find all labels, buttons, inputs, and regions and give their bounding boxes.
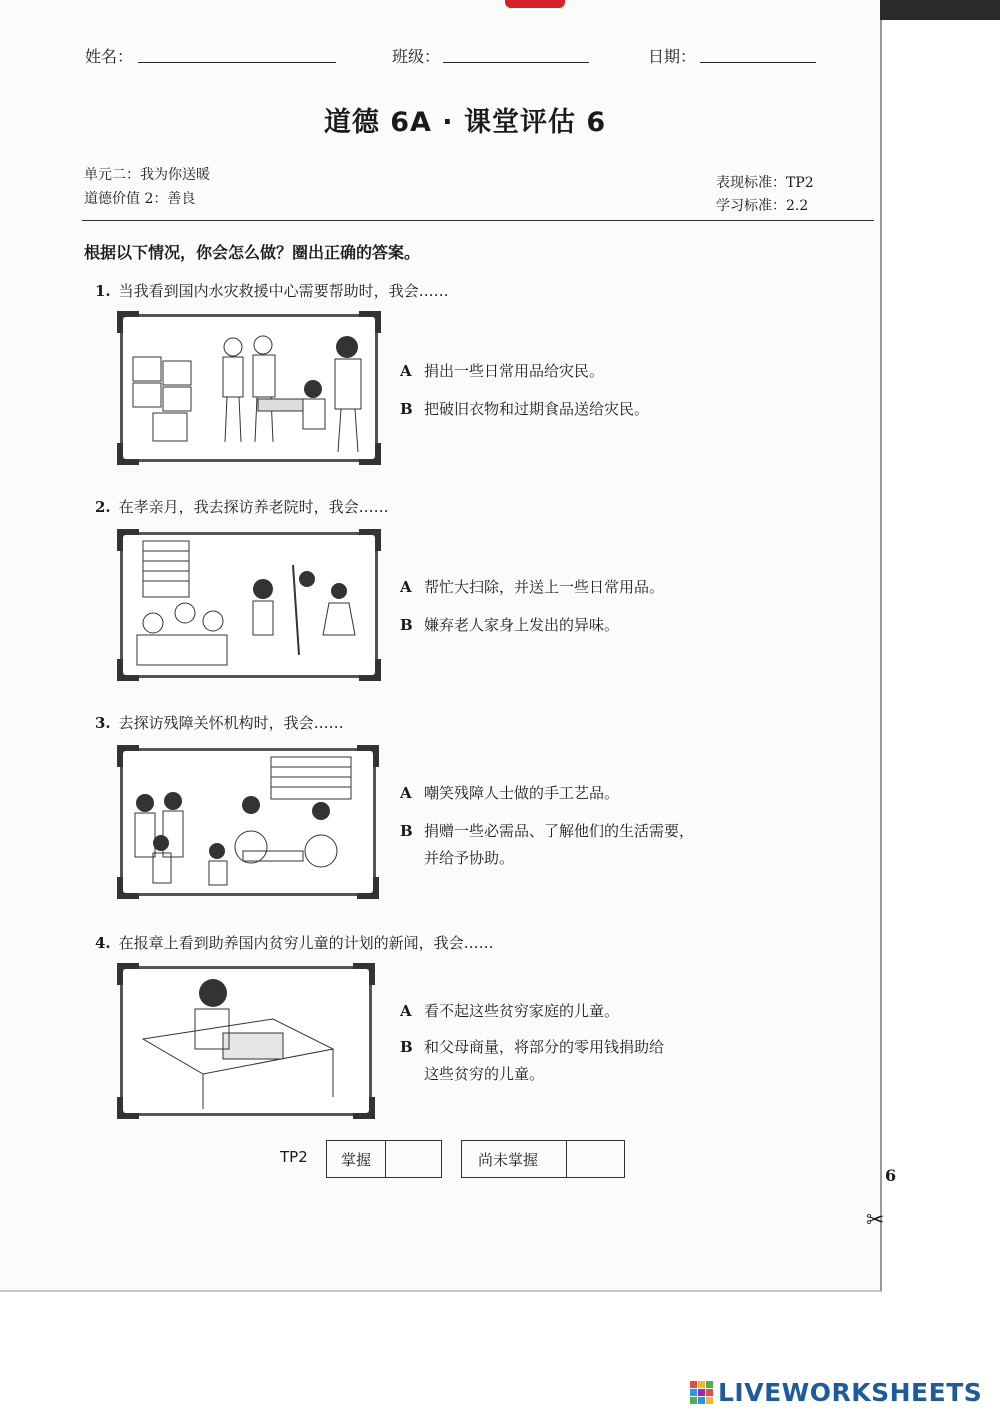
option-text: 和父母商量，将部分的零用钱捐助给	[424, 1038, 665, 1056]
red-tab	[505, 0, 565, 8]
question-text: 在报章上看到助养国内贫穷儿童的计划的新闻，我会……	[118, 934, 494, 952]
mastered-box[interactable]	[326, 1140, 442, 1178]
question-number: 2.	[95, 498, 111, 516]
unit-label: 单元二：我为你送暖	[84, 167, 210, 183]
liveworksheets-watermark: LIVEWORKSHEETS	[718, 1378, 983, 1407]
page-number: 6	[885, 1166, 897, 1185]
question-number: 3.	[95, 714, 111, 732]
old-folks-home-illustration	[120, 532, 378, 678]
question-2	[95, 496, 389, 517]
option-4a[interactable]: A 看不起这些贫穷家庭的儿童。	[400, 1002, 620, 1020]
scissor-icon: ✂	[866, 1208, 885, 1233]
date-field[interactable]	[700, 62, 816, 63]
option-1b[interactable]: B 把破旧衣物和过期食品送给灾民。	[400, 400, 650, 418]
option-text: 捐出一些日常用品给灾民。	[424, 362, 605, 380]
option-text: 看不起这些贫穷家庭的儿童。	[424, 1002, 620, 1020]
name-field[interactable]	[138, 62, 336, 63]
class-label: 班级：	[392, 47, 441, 66]
question-number: 4.	[95, 934, 111, 952]
flood-relief-illustration	[120, 314, 378, 462]
learning-standard: 学习标准：2.2	[716, 198, 809, 214]
option-text: 并给予协助。	[424, 849, 515, 867]
question-3	[95, 712, 344, 733]
question-text: 当我看到国内水灾救援中心需要帮助时，我会……	[118, 282, 449, 300]
page-title: 道德 6A · 课堂评估 6	[323, 107, 607, 138]
divider	[82, 220, 874, 221]
option-4b[interactable]: B 和父母商量，将部分的零用钱捐助给 这些贫穷的儿童。	[400, 1038, 665, 1083]
name-label: 姓名：	[85, 47, 134, 66]
question-1	[95, 280, 449, 301]
question-text: 在孝亲月，我去探访养老院时，我会……	[118, 498, 389, 516]
option-3a[interactable]: A 嘲笑残障人士做的手工艺品。	[400, 784, 620, 802]
performance-standard: 表现标准：TP2	[716, 175, 814, 191]
newspaper-reading-illustration	[120, 966, 372, 1116]
moral-value-label: 道德价值 2：善良	[84, 191, 196, 207]
question-4	[95, 932, 494, 953]
option-text: 帮忙大扫除，并送上一些日常用品。	[424, 578, 665, 596]
tp-label: TP2	[280, 1148, 308, 1166]
option-2b[interactable]: B 嫌弃老人家身上发出的异味。	[400, 616, 620, 634]
disability-centre-illustration	[120, 748, 376, 896]
option-text: 捐赠一些必需品、了解他们的生活需要，	[424, 822, 695, 840]
liveworksheets-logo-icon	[690, 1381, 714, 1405]
class-field[interactable]	[443, 62, 589, 63]
date-label: 日期：	[648, 47, 697, 66]
mastered-label: 掌握	[341, 1151, 372, 1169]
not-mastered-box[interactable]	[461, 1140, 625, 1178]
option-3b[interactable]: B 捐赠一些必需品、了解他们的生活需要， 并给予协助。	[400, 822, 695, 867]
option-2a[interactable]: A 帮忙大扫除，并送上一些日常用品。	[400, 578, 665, 596]
option-text: 嘲笑残障人士做的手工艺品。	[424, 784, 620, 802]
option-1a[interactable]: A 捐出一些日常用品给灾民。	[400, 362, 605, 380]
question-text: 去探访残障关怀机构时，我会……	[118, 714, 344, 732]
question-number: 1.	[95, 282, 111, 300]
option-text: 这些贫穷的儿童。	[424, 1065, 545, 1083]
instruction: 根据以下情况，你会怎么做？圈出正确的答案。	[84, 243, 421, 262]
option-text: 嫌弃老人家身上发出的异味。	[424, 616, 620, 634]
scan-edge	[880, 0, 1000, 20]
option-text: 把破旧衣物和过期食品送给灾民。	[424, 400, 650, 418]
not-mastered-label: 尚未掌握	[478, 1151, 539, 1169]
